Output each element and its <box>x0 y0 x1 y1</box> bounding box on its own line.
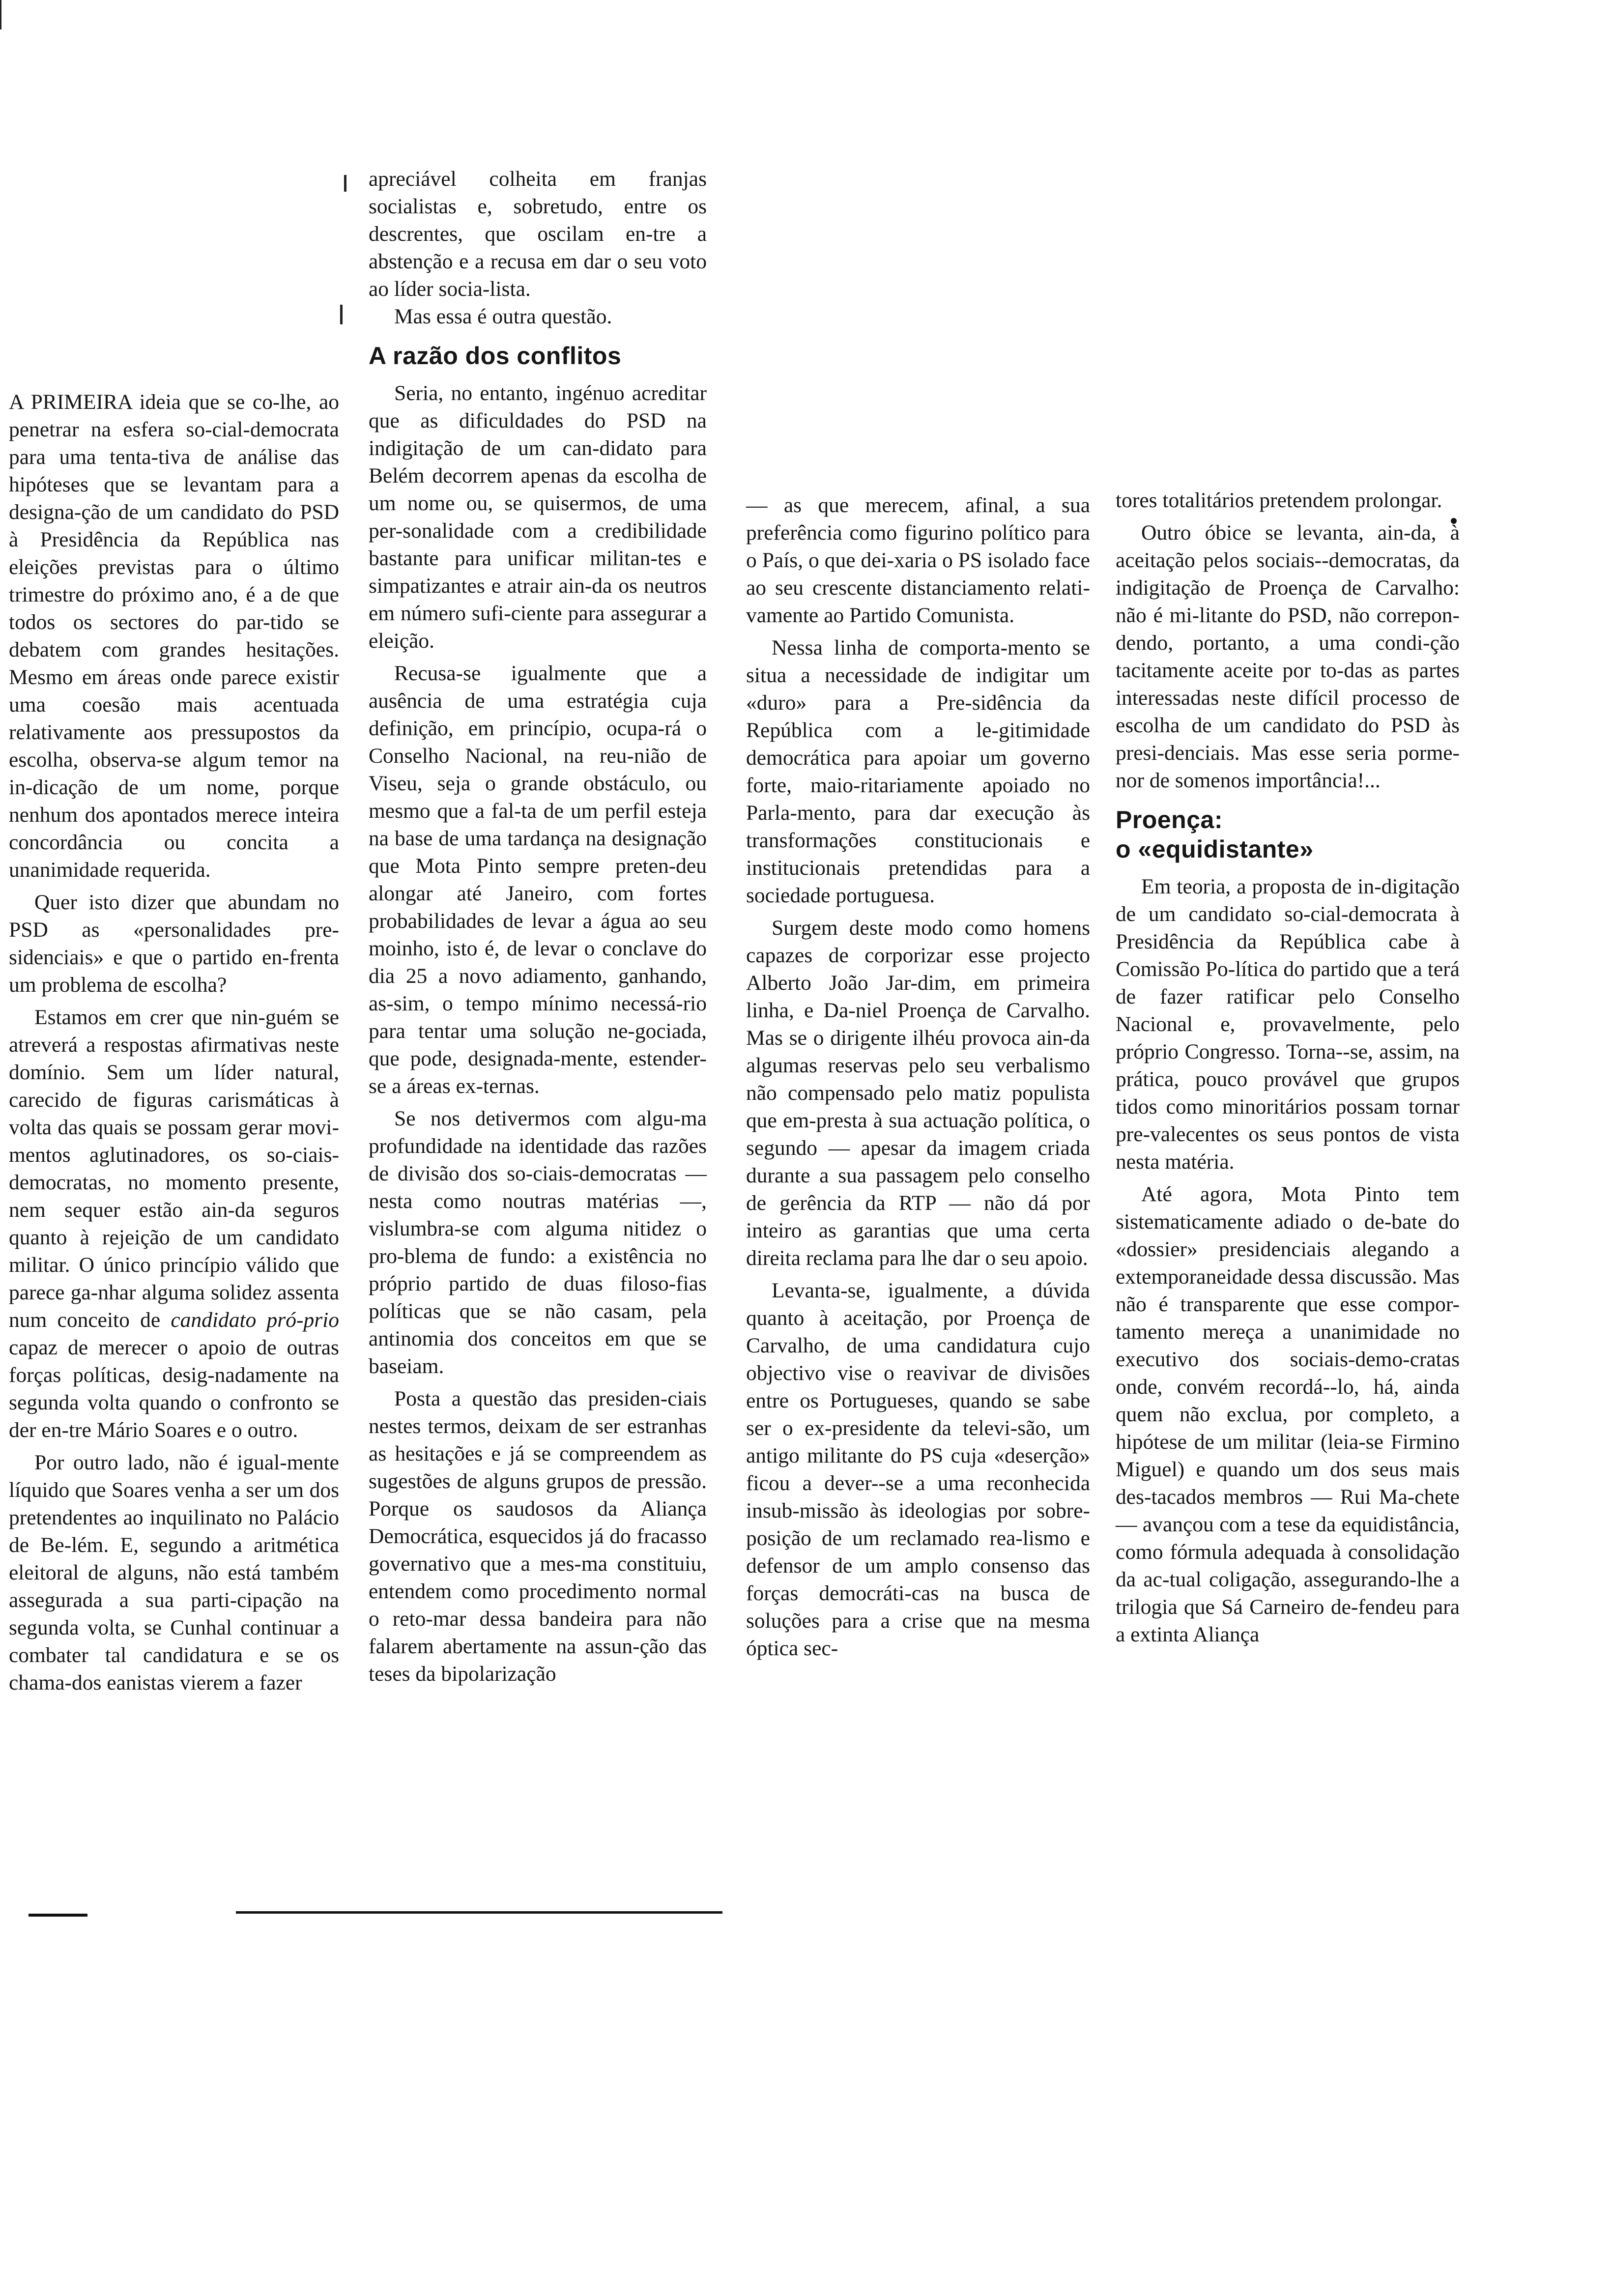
paragraph: Quer isto dizer que abundam no PSD as «personalidades pre-sidenciais» e que o partido en-frenta um problema de escolha? <box>9 890 339 997</box>
paragraph-text: capaz de merecer o apoio de outras forças políticas, desig-nadamente na segunda volta quando o confronto se der en-tre Mário Soares e o outro. <box>9 1336 339 1442</box>
paragraph: Em teoria, a proposta de in-digitação de um candidato so-cial-democrata à Presidência da República cabe à Comissão Po-lítica do partido que a terá de fazer ratificar pelo Conselho Nacional e, provavelmente, pelo próprio Congresso. Torna--se, assim, na prática, pouco provável que grupos tidos como minoritários possam tornar pre-valecentes os seus pontos de vista nesta matéria. <box>1116 875 1460 1174</box>
paragraph: — as que merecem, afinal, a sua preferência como figurino político para o País, o que dei-xaria o PS isolado face ao seu crescente distanciamento relati-vamente ao Partido Comunista. <box>746 493 1090 627</box>
paragraph <box>9 1004 339 1444</box>
bottom-rule-long <box>236 1911 722 1914</box>
section-heading <box>1116 805 1460 864</box>
paragraph: A PRIMEIRA ideia que se co-lhe, ao penetrar na esfera so-cial-democrata para uma tenta-tiva de análise das hipóteses que se levantam para a designa-ção de um candidato do PSD à Presidência da República nas eleições previstas para o último trimestre do próximo ano, é a de que todos os sectores do par-tido se debatem com grandes hesitações. Mesmo em áreas onde parece existir uma coesão mais acentuada relativamente aos pressupostos da escolha, observa-se algum temor na in-dicação de um nome, porque nenhum dos apontados merece inteira concordância ou concita a unanimidade requerida. <box>9 390 339 882</box>
article-column-1 <box>9 388 339 1696</box>
column-mark <box>340 305 343 324</box>
paragraph: Por outro lado, não é igual-mente líquido que Soares venha a ser um dos pretendentes ao inquilinato no Palácio de Be-lém. E, segundo a aritmética eleitoral de alguns, não está também assegurada a sua parti-cipação na segunda volta, se Cunhal continuar a combater tal candidatura e se os chama-dos eanistas vierem a fazer <box>9 1451 339 1694</box>
paragraph: Até agora, Mota Pinto tem sistematicamente adiado o de-bate do «dossier» presidenciais alegando a extemporaneidade dessa discussão. Mas não é transparente que esse compor-tamento mereça a unanimidade no executivo dos sociais-demo-cratas onde, convém recordá--lo, há, ainda quem não exclua, por completo, a hipótese de um militar (leia-se Firmino Miguel) e quando um dos seus mais des-tacados membros — Rui Ma-chete — avançou com a tese da equidistância, como fórmula adequada à consolidação da ac-tual coligação, assegurando-lhe a trilogia que Sá Carneiro de-fendeu para a extinta Aliança <box>1116 1182 1460 1646</box>
paragraph: Surgem deste modo como homens capazes de corporizar esse projecto Alberto João Jar-dim, em primeira linha, e Da-niel Proença de Carvalho. Mas se o dirigente ilhéu provoca ain-da algumas reservas pelo seu verbalismo não compensado pelo matiz populista que em-presta à sua actuação política, o segundo — apesar da imagem criada durante a sua passagem pelo conselho de gerência da RTP — não dá por inteiro as garantias que uma certa direita reclama para lhe dar o seu apoio. <box>746 916 1090 1270</box>
heading-line: o «equidistante» <box>1116 835 1314 863</box>
article-column-4 <box>1116 487 1460 1648</box>
article-column-2 <box>369 165 707 1688</box>
paragraph: Posta a questão das presiden-ciais nestes termos, deixam de ser estranhas as hesitações e já se compreendem as sugestões de alguns grupos de pressão. Porque os saudosos da Aliança Democrática, esquecidos já do fracasso governativo que a mes-ma constituiu, entendem como procedimento normal o reto-mar dessa bandeira para não falarem abertamente na assun-ção das teses da bipolarização <box>369 1387 707 1686</box>
article-column-3 <box>746 491 1090 1662</box>
paragraph: Se nos detivermos com algu-ma profundidade na identidade das razões de divisão dos so-ciais-democratas — nesta como noutras matérias —, vislumbra-se com alguma nitidez o pro-blema de fundo: a existência no próprio partido de duas filoso-fias políticas que se não casam, pela antinomia dos conceitos em que se baseiam. <box>369 1107 707 1378</box>
column-mark <box>344 175 346 192</box>
paragraph: Seria, no entanto, ingénuo acreditar que as dificuldades do PSD na indigitação de um can-didato para Belém decorrem apenas da escolha de um nome ou, se quisermos, de uma per-sonalidade com a credibilidade bastante para unificar militan-tes e simpatizantes e atrair ain-da os neutros em número sufi-ciente para assegurar a eleição. <box>369 381 707 653</box>
heading-line: Proença: <box>1116 806 1223 833</box>
paragraph: tores totalitários pretendem prolongar. <box>1116 488 1442 512</box>
paragraph-text: Estamos em crer que nin-guém se atreverá a respostas afirmativas neste domínio. Sem um líder natural, carecido de figuras carismáticas à volta das quais se possam gerar movi-mentos aglutinadores, os so-ciais-democratas, no momento presente, nem sequer estão ain-da seguros quanto à rejeição de um candidato militar. O único princípio válido que parece ga-nhar alguma solidez assenta num conceito de <box>9 1005 339 1332</box>
section-heading: A razão dos conflitos <box>369 342 622 370</box>
bottom-rule-short <box>29 1914 87 1917</box>
emphasis: candidato pró-prio <box>171 1308 339 1332</box>
paragraph: Recusa-se igualmente que a ausência de uma estratégia cuja definição, em princípio, ocupa-rá o Conselho Nacional, na reu-nião de Viseu, seja o grande obstáculo, ou mesmo que a fal-ta de um perfil esteja na base de uma tardança na designação que Mota Pinto sempre preten-deu alongar até Janeiro, com fortes probabilidades de levar a água ao seu moinho, isto é, de levar o conclave do dia 25 a novo adiamento, ganhando, as-sim, o tempo mínimo necessá-rio para tentar uma solução ne-gociada, que pode, designada-mente, estender-se a áreas ex-ternas. <box>369 661 707 1098</box>
paragraph: Outro óbice se levanta, ain-da, à aceitação pelos sociais--democratas, da indigitação de Proença de Carvalho: não é mi-litante do PSD, não correpon-dendo, portanto, a uma condi-ção tacitamente aceite por to-das as partes interessadas neste difícil processo de escolha de um candidato do PSD às presi-denciais. Mas esse seria porme-nor de somenos importância!... <box>1116 521 1460 792</box>
paragraph: apreciável colheita em franjas socialistas e, sobretudo, entre os descrentes, que oscilam en-tre a abstenção e a recusa em dar o seu voto ao líder socia-lista. <box>369 167 707 301</box>
paragraph: Mas essa é outra questão. <box>394 305 612 328</box>
scan-speck <box>0 0 1 29</box>
paragraph: Levanta-se, igualmente, a dúvida quanto à aceitação, por Proença de Carvalho, de uma candidatura cujo objectivo vise o reavivar de divisões entre os Portugueses, quando se sabe ser o ex-presidente da televi-são, um antigo militante do PS cuja «deserção» ficou a dever--se a uma reconhecida insub-missão às ideologias por sobre-posição de um reclamado rea-lismo e defensor de um amplo consenso das forças democráti-cas na busca de soluções para a crise que na mesma óptica sec- <box>746 1279 1090 1660</box>
paragraph: Nessa linha de comporta-mento se situa a necessidade de indigitar um «duro» para a Pre-sidência da República com a le-gitimidade democrática para apoiar um governo forte, maio-ritariamente apoiado no Parla-mento, para dar execução às transformações constitucionais e institucionais pretendidas para a sociedade portuguesa. <box>746 636 1090 907</box>
